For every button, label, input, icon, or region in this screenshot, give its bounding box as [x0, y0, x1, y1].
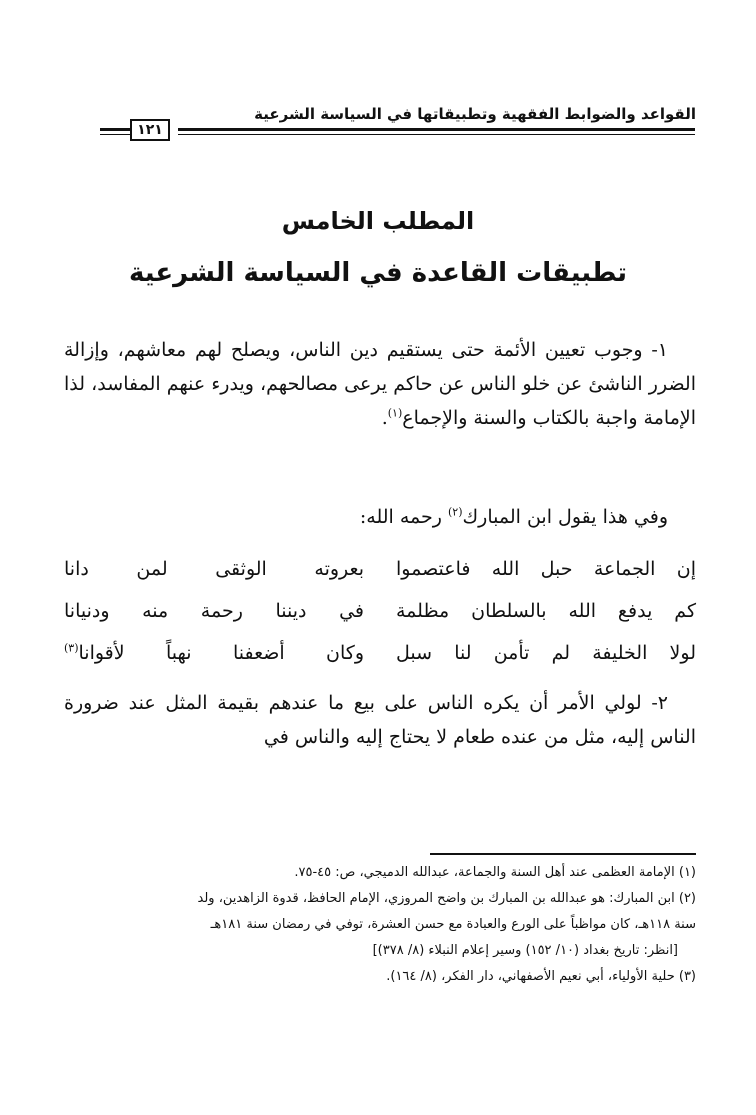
paragraph-3-text: ٢- لولي الأمر أن يكره الناس على بيع ما عندهم بقيمة المثل عند ضرورة الناس إليه، مثل من عنده طعام لا يحتاج إليه والناس في [64, 692, 696, 748]
paragraph-1-end: . [381, 407, 388, 429]
footnote-ref-3: (٣) [64, 641, 79, 655]
verse-second-text: وكان أضعفنا نهباً لأقوانا [78, 642, 364, 664]
footnote-ref-2: (٢) [448, 505, 463, 519]
poem-verse [64, 548, 696, 590]
section-subtitle: تطبيقات القاعدة في السياسة الشرعية [128, 258, 628, 288]
verse-first-hemistich: كم يدفع الله بالسلطان مظلمة [396, 600, 696, 622]
verse-first-hemistich: لولا الخليفة لم تأمن لنا سبل [396, 642, 696, 664]
footnote-2: (٢) ابن المبارك: هو عبدالله بن المبارك بن واضح المروزي، الإمام الحافظ، قدوة الزاهدين، ولد [197, 891, 696, 906]
running-header-title: القواعد والضوابط الفقهية وتطبيقاتها في السياسة الشرعية [254, 105, 696, 123]
paragraph-2-text: وفي هذا يقول ابن المبارك [462, 506, 668, 528]
verse-second-hemistich: في ديننا رحمة منه ودنيانا [64, 600, 364, 622]
footnote-2-continued: سنة ١١٨هـ، كان مواظباً على الورع والعبادة مع حسن العشرة، توفي في رمضان سنة ١٨١هـ [210, 917, 696, 932]
verse-second-hemistich: بعروته الوثقى لمن دانا [64, 558, 364, 580]
verse-first-hemistich: إن الجماعة حبل الله فاعتصموا [396, 558, 696, 580]
verse-second-hemistich [64, 632, 364, 674]
poem-verse [64, 590, 696, 632]
footnote-2-reference: [انظر: تاريخ بغداد (١٠/ ١٥٢) وسير إعلام النبلاء (٨/ ٣٧٨)] [372, 943, 678, 958]
poem-verse [64, 632, 696, 674]
footnote-ref-1: (١) [387, 406, 403, 420]
paragraph-2 [64, 500, 696, 534]
paragraph-1 [64, 333, 696, 435]
footnotes [64, 860, 696, 990]
footnote-separator [430, 853, 696, 855]
footnote-1: (١) الإمامة العظمى عند أهل السنة والجماعة، عبدالله الدميجي، ص: ٤٥-٧٥. [294, 865, 696, 880]
footnote-3: (٣) حلية الأولياء، أبي نعيم الأصفهاني، دار الفكر، (٨/ ١٦٤). [386, 969, 696, 984]
paragraph-1-text: ١- وجوب تعيين الأئمة حتى يستقيم دين الناس، ويصلح لهم معاشهم، وإزالة الضرر الناشئ عن خلو الناس عن حاكم يرعى مصالحهم، ويدرء عنهم المفاسد، لذا الإمامة واجبة بالكتاب والسنة والإجماع [64, 339, 696, 429]
paragraph-2-end: رحمه الله: [359, 506, 448, 528]
section-title: المطلب الخامس [281, 207, 475, 235]
header-rule [100, 126, 695, 140]
page-number: ١٢١ [130, 119, 170, 141]
paragraph-3 [64, 686, 696, 754]
poem [64, 548, 696, 674]
